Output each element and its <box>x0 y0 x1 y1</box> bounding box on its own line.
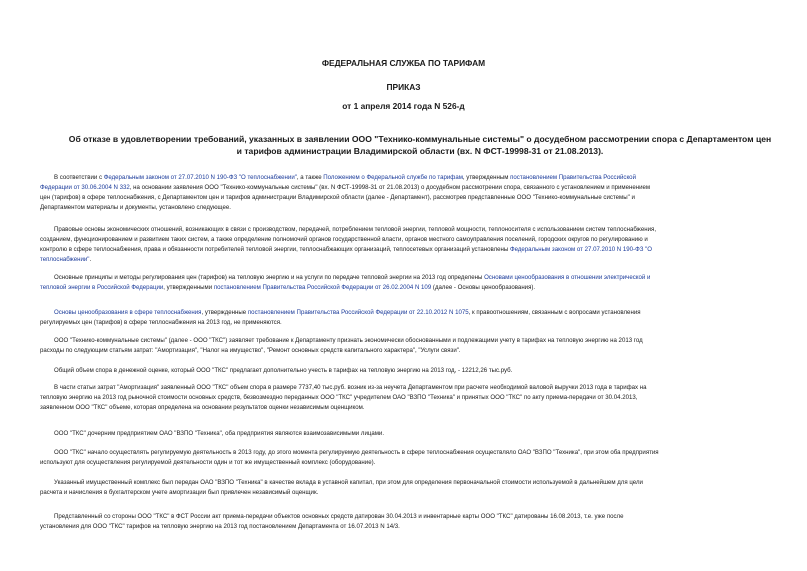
legal-reference-link[interactable]: постановлением Правительства Российской Федерации от 26.02.2004 N 109 <box>213 284 432 291</box>
legal-reference-link[interactable]: теплоснабжении" <box>40 256 90 263</box>
paragraph <box>40 366 807 376</box>
paragraph-text: Общий объем спора в денежной оценке, который ООО "ТКС" предлагает дополнительно учесть в тарифах на тепловую энергию на 2013 год, - 12212,26 тыс.руб. <box>54 367 513 374</box>
paragraph-text: регулируемых цен (тарифов) в сфере теплоснабжения на 2013 год, не применяются. <box>40 319 282 326</box>
legal-reference-link[interactable]: постановлением Правительства Российской Федерации от 22.10.2012 N 1075 <box>247 309 469 316</box>
paragraph-line <box>40 235 807 245</box>
paragraph-text: , к правоотношениям, связанным с вопросами установления <box>468 309 641 316</box>
paragraph-line <box>40 448 807 458</box>
paragraph <box>40 512 807 532</box>
paragraph-text: В соответствии с <box>54 174 104 181</box>
paragraph-line <box>40 403 807 413</box>
paragraph <box>40 429 807 439</box>
paragraph-text: контролю в сфере теплоснабжения, права и обязанности потребителей тепловой энергии, теплоснабжающих организаций, теплосетевых организаций установлены <box>40 246 510 253</box>
paragraph-line <box>40 308 807 318</box>
paragraph-line <box>40 488 807 498</box>
paragraph-text: расчета и начисления в бухгалтерском учете амортизации был привлечен независимый оценщик. <box>40 489 319 496</box>
paragraph-text: Правовые основы экономических отношений, возникающих в связи с производством, передачей, потреблением тепловой энергии, тепловой мощности, теплоносителя с использованием систем теплоснабжения, <box>54 226 657 233</box>
legal-reference-link[interactable]: Положением о Федеральной службе по тарифам <box>323 174 463 181</box>
paragraph-line <box>40 478 807 488</box>
paragraph-line <box>40 393 807 403</box>
paragraph-text: . <box>89 256 92 263</box>
paragraph-text: ООО "ТКС" дочерним предприятием ОАО "ВЗПО "Техника", оба предприятия являются взаимозависимыми лицами. <box>54 430 385 437</box>
paragraph <box>40 383 807 413</box>
paragraph-text: , утвержденные <box>201 309 248 316</box>
paragraph-line <box>40 366 807 376</box>
paragraph-line <box>40 183 807 193</box>
paragraph-line <box>40 245 807 255</box>
agency-heading: ФЕДЕРАЛЬНАЯ СЛУЖБА ПО ТАРИФАМ <box>321 58 486 68</box>
paragraph-line <box>40 346 807 356</box>
paragraph-text: используют для осуществления регулируемой деятельности один и тот же имущественный комплекс (оборудование). <box>40 459 376 466</box>
title-line: и тарифов администрации Владимирской области (вх. N ФСТ-19998-31 от 21.08.2013). <box>236 146 604 156</box>
paragraph-line <box>40 522 807 532</box>
paragraph-text: (далее - Основы ценообразования). <box>431 284 536 291</box>
paragraph-line <box>40 255 807 265</box>
legal-reference-link[interactable]: Федерации от 30.06.2004 N 332 <box>40 184 130 191</box>
paragraph <box>40 478 807 498</box>
paragraph-line <box>40 318 807 328</box>
paragraph <box>40 336 807 356</box>
paragraph-line <box>40 383 807 393</box>
paragraph-text: ООО "ТКС" начало осуществлять регулируемую деятельность в 2013 году, до этого момента регулируемую деятельность в сфере теплоснабжения осуществляло ОАО "ВЗПО "Техника", при этом оба предприятия <box>54 449 659 456</box>
paragraph-line <box>40 512 807 522</box>
paragraph-text: заявленном ООО "ТКС" объеме, которая определена на основании результатов оценки независимым оценщиком. <box>40 404 365 411</box>
paragraph-line <box>40 429 807 439</box>
paragraph-line <box>40 458 807 468</box>
paragraph <box>40 273 807 293</box>
paragraph-text: Представленный со стороны ООО "ТКС" в ФСТ России акт приема-передачи объектов основных средств датирован 30.04.2013 и инвентарные карты ООО "ТКС" датированы 16.08.2013, т.е. уже после <box>54 513 624 520</box>
paragraph-text: тепловую энергию на 2013 год рыночной стоимости основных средств, безвозмездно переданных ООО "ТКС" учредителем ОАО "ВЗПО "Техника" и принятых ООО "ТКС" по акту приема-передачи от 30.04.2013, <box>40 394 638 401</box>
title-line: Об отказе в удовлетворении требований, указанных в заявлении ООО "Технико-коммунальные системы" о досудебном рассмотрении спора с Департаментом цен <box>68 134 772 144</box>
paragraph-text: Указанный имущественный комплекс был передан ОАО "ВЗПО "Техника" в качестве вклада в уставной капитал, при этом для определения первоначальной стоимости используемой в дальнейшем для цели <box>54 479 643 486</box>
legal-reference-link[interactable]: Основами ценообразования в отношении электрической и <box>484 274 651 281</box>
paragraph <box>40 308 807 328</box>
paragraph-text: установления для ООО "ТКС" тарифов на тепловую энергию на 2013 год постановлением Департамента от 16.07.2013 N 14/3. <box>40 523 400 530</box>
legal-reference-link[interactable]: постановлением Правительства Российской <box>510 174 636 181</box>
paragraph <box>40 225 807 265</box>
paragraph-line <box>40 273 807 283</box>
paragraph-text: , утвержденным <box>462 174 511 181</box>
paragraph-text: , на основании заявления ООО "Технико-коммунальные системы" (вх. N ФСТ-19998-31 от 21.08.2013) о досудебном рассмотрении спора, связанного с установлением и применением <box>129 184 651 191</box>
paragraph-text: цен (тарифов) в сфере теплоснабжения, с Департаментом цен и тарифов администрации Владимирской области (далее - Департамент), рассмотрев представленные ООО "Технико-коммунальные системы" и <box>40 194 635 201</box>
paragraph-text: расходы по следующим статьям затрат: "Амортизация", "Налог на имущество", "Ремонт основных средств капитального характера", "Услуги связи". <box>40 347 461 354</box>
paragraph-line <box>40 225 807 235</box>
paragraph-text: Департаментом материалы и документы, установлено следующее. <box>40 204 231 211</box>
paragraph-text: Основные принципы и методы регулирования цен (тарифов) на тепловую энергию и на услуги по передаче тепловой энергии на 2013 год определены <box>54 274 485 281</box>
paragraph-text: В части статьи затрат "Амортизация" заявленный ООО "ТКС" объем спора в размере 7737,40 тыс.руб. возник из-за неучета Департаментом при расчете необходимой валовой выручки 2013 года в тарифах на <box>54 384 647 391</box>
legal-reference-link[interactable]: Основы ценообразования в сфере теплоснабжения <box>54 309 202 316</box>
legal-reference-link[interactable]: Федеральным законом от 27.07.2010 N 190-ФЗ "О теплоснабжении" <box>103 174 297 181</box>
paragraph-text: созданием, функционированием и развитием таких систем, а также определение полномочий органов государственной власти, органов местного самоуправления поселений, городских округов по регулированию и <box>40 236 648 243</box>
paragraph <box>40 173 807 213</box>
document-title <box>40 133 800 157</box>
doc-type-heading: ПРИКАЗ <box>386 82 421 92</box>
doc-date-number: от 1 апреля 2014 года N 526-д <box>342 101 465 111</box>
paragraph-line <box>40 283 807 293</box>
legal-reference-link[interactable]: Федеральным законом от 27.07.2010 N 190-ФЗ "О <box>509 246 652 253</box>
paragraph-line <box>40 203 807 213</box>
paragraph-line <box>40 193 807 203</box>
paragraph <box>40 448 807 468</box>
paragraph-text: ООО "Технико-коммунальные системы" (далее - ООО "ТКС") заявляет требование к Департаменту признать экономически обоснованными и подлежащими учету в тарифах на тепловую энергию на 2013 год <box>54 337 643 344</box>
paragraph-line <box>40 173 807 183</box>
paragraph-text: , а также <box>296 174 324 181</box>
paragraph-line <box>40 336 807 346</box>
legal-reference-link[interactable]: тепловой энергии в Российской Федерации <box>40 284 164 291</box>
paragraph-text: , утвержденными <box>163 284 214 291</box>
